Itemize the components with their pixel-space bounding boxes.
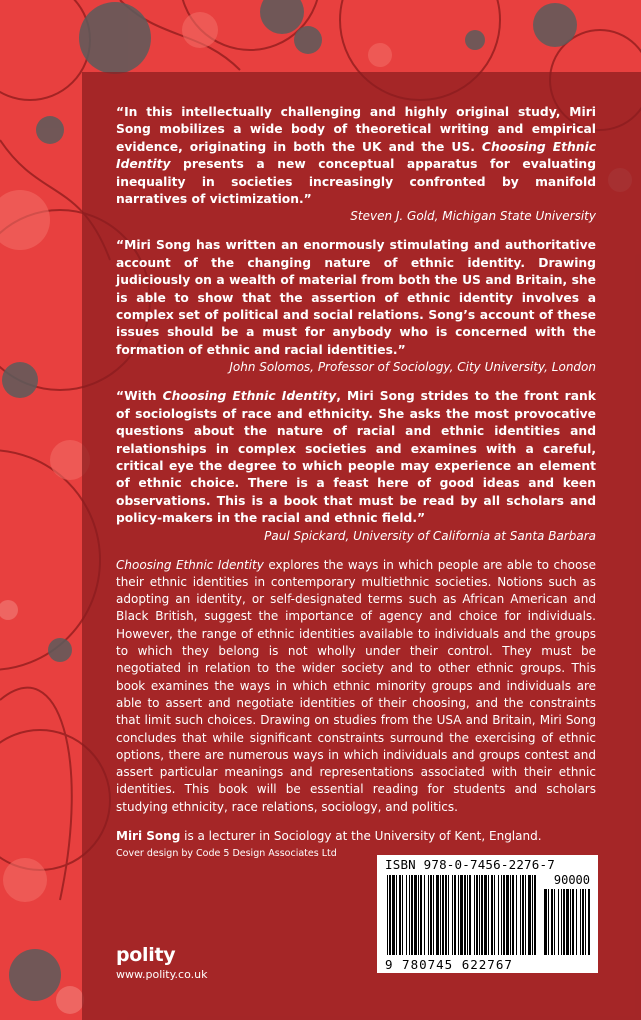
- addon-bar: [576, 889, 577, 955]
- barcode-bar: [501, 875, 502, 955]
- addon-bar: [558, 889, 559, 955]
- barcode-bar: [433, 875, 434, 955]
- quote-text: “Miri Song has written an enormously stimulating and authoritative account of the changing nature of ethnic identity. Drawing judiciously on a wealth of material from both the US and Britain, she is able to show that the assertion of ethnic identity involves a complex set of political and social relations. Song’s account of these issues should be a must for anybody who is concerned with the formation of ethnic and racial identities.”: [116, 238, 596, 357]
- book-title-italic: Choosing Ethnic Identity: [116, 139, 596, 172]
- barcode-bar: [406, 875, 407, 955]
- quote-attribution: Paul Spickard, University of California at Santa Barbara: [264, 528, 596, 543]
- addon-bar: [572, 889, 574, 955]
- barcode-bar: [506, 875, 509, 955]
- quote-attribution: John Solomos, Professor of Sociology, City University, London: [229, 360, 596, 375]
- barcode-number: 9 780745 622767: [385, 957, 513, 972]
- barcode-bar: [516, 875, 517, 955]
- review-quote-2: [116, 237, 596, 376]
- barcode-bar: [525, 875, 526, 955]
- back-cover-text: [116, 104, 596, 845]
- barcode-bar: [442, 875, 444, 955]
- review-quote-3: [116, 388, 596, 544]
- book-title-italic: Choosing Ethnic Identity: [162, 389, 337, 404]
- addon-bar: [544, 889, 547, 955]
- barcode-bar: [476, 875, 478, 955]
- isbn-label: ISBN 978-0-7456-2276-7: [385, 857, 555, 872]
- barcode-bar: [387, 875, 388, 955]
- barcode-bars: [385, 875, 590, 957]
- barcode-bar: [512, 875, 514, 955]
- addon-bar: [585, 889, 586, 955]
- author-bio: Miri Song is a lecturer in Sociology at the University of Kent, England.: [116, 828, 542, 843]
- barcode-bar: [503, 875, 505, 955]
- barcode-box: [377, 855, 598, 973]
- barcode-bar: [424, 875, 425, 955]
- barcode-bar: [396, 875, 397, 955]
- addon-bar: [588, 889, 590, 955]
- barcode-bar: [510, 875, 511, 955]
- barcode-bar: [445, 875, 447, 955]
- barcode-bar: [411, 875, 413, 955]
- barcode-bar: [414, 875, 417, 955]
- cover-credit: Cover design by Code 5 Design Associates Ltd: [116, 848, 337, 859]
- barcode-bar: [528, 875, 531, 955]
- barcode-bar: [484, 875, 487, 955]
- addon-bar: [551, 889, 553, 955]
- barcode-bar: [430, 875, 432, 955]
- barcode-bar: [448, 875, 449, 955]
- publisher-logo: polity: [116, 944, 176, 966]
- barcode-bar: [458, 875, 459, 955]
- book-description: Choosing Ethnic Identity explores the ways in which people are able to choose their ethnic identities in contemporary multiethnic societies. Notions such as adopting an identity, or self-designated terms such as African American and Black British, suggest the importance of agency and choice for individuals. However, the range of ethnic identities available to individuals and the groups to which they belong is not wholly under their control. They must be negotiated in relation to the wider society and to other ethnic groups. This book examines the ways in which ethnic minority groups and individuals are able to assert and negotiate identities of their choosing, and the constraints that limit such choices. Drawing on studies from the USA and Britain, Miri Song concludes that while significant constraints surround the exercising of ethnic options, there are numerous ways in which individuals and groups contest and assert particular meanings and representations associated with their ethnic identities. This book will be essential reading for students and scholars studying ethnicity, race relations, sociology, and politics.: [116, 557, 596, 814]
- barcode-bar: [392, 875, 395, 955]
- barcode-bar: [469, 875, 471, 955]
- quote-text: “In this intellectually challenging and highly original study, Miri Song mobilizes a wide body of theoretical writing and empirical evidence, originating in both the UK and the US. Choosing Ethnic Identity presents a new conceptual apparatus for evaluating inequality in societies increasingly confronted by manifold narratives of victimization.”: [116, 105, 596, 207]
- barcode-bar: [428, 875, 429, 955]
- barcode-bar: [460, 875, 463, 955]
- addon-bar: [570, 889, 571, 955]
- barcode-bar: [467, 875, 468, 955]
- barcode-bar: [420, 875, 422, 955]
- barcode-bar: [436, 875, 439, 955]
- barcode-bar: [532, 875, 533, 955]
- addon-bar: [548, 889, 549, 955]
- barcode-bar: [491, 875, 493, 955]
- barcode-bar: [534, 875, 536, 955]
- quote-text: “With Choosing Ethnic Identity, Miri Song strides to the front rank of sociologists of race and ethnicity. She asks the most provocative questions about the nature of racial and ethnic identities and relationships in complex societies and examines with a careful, critical eye the degree to which people may experience an element of ethnic choice. There is a feast here of good ideas and keen observations. This is a book that must be read by all scholars and policy-makers in the racial and ethnic field.”: [116, 389, 596, 526]
- barcode-bar: [402, 875, 403, 955]
- barcode-bar: [464, 875, 466, 955]
- barcode-bar: [452, 875, 453, 955]
- barcode-bar: [522, 875, 524, 955]
- barcode-bar: [520, 875, 521, 955]
- review-quote-1: [116, 104, 596, 225]
- author-name: Miri Song: [116, 828, 181, 843]
- barcode-bar: [479, 875, 480, 955]
- publisher-url: www.polity.co.uk: [116, 968, 208, 981]
- quote-attribution: Steven J. Gold, Michigan State University: [350, 209, 596, 224]
- price-addon-code: 90000: [553, 873, 590, 887]
- barcode-bar: [418, 875, 419, 955]
- addon-bar: [582, 889, 584, 955]
- barcode-bar: [454, 875, 456, 955]
- barcode-bar: [498, 875, 499, 955]
- barcode-bar: [409, 875, 410, 955]
- barcode-bar: [481, 875, 483, 955]
- addon-bar: [561, 889, 562, 955]
- addon-bar: [566, 889, 569, 955]
- barcode-bar: [488, 875, 489, 955]
- addon-bar: [580, 889, 581, 955]
- book-title-italic: Choosing Ethnic Identity: [116, 557, 264, 572]
- barcode-bar: [494, 875, 495, 955]
- addon-bar: [554, 889, 555, 955]
- addon-bar: [563, 889, 565, 955]
- barcode-bar: [399, 875, 401, 955]
- barcode-bar: [440, 875, 441, 955]
- barcode-bar: [474, 875, 475, 955]
- barcode-bar: [389, 875, 391, 955]
